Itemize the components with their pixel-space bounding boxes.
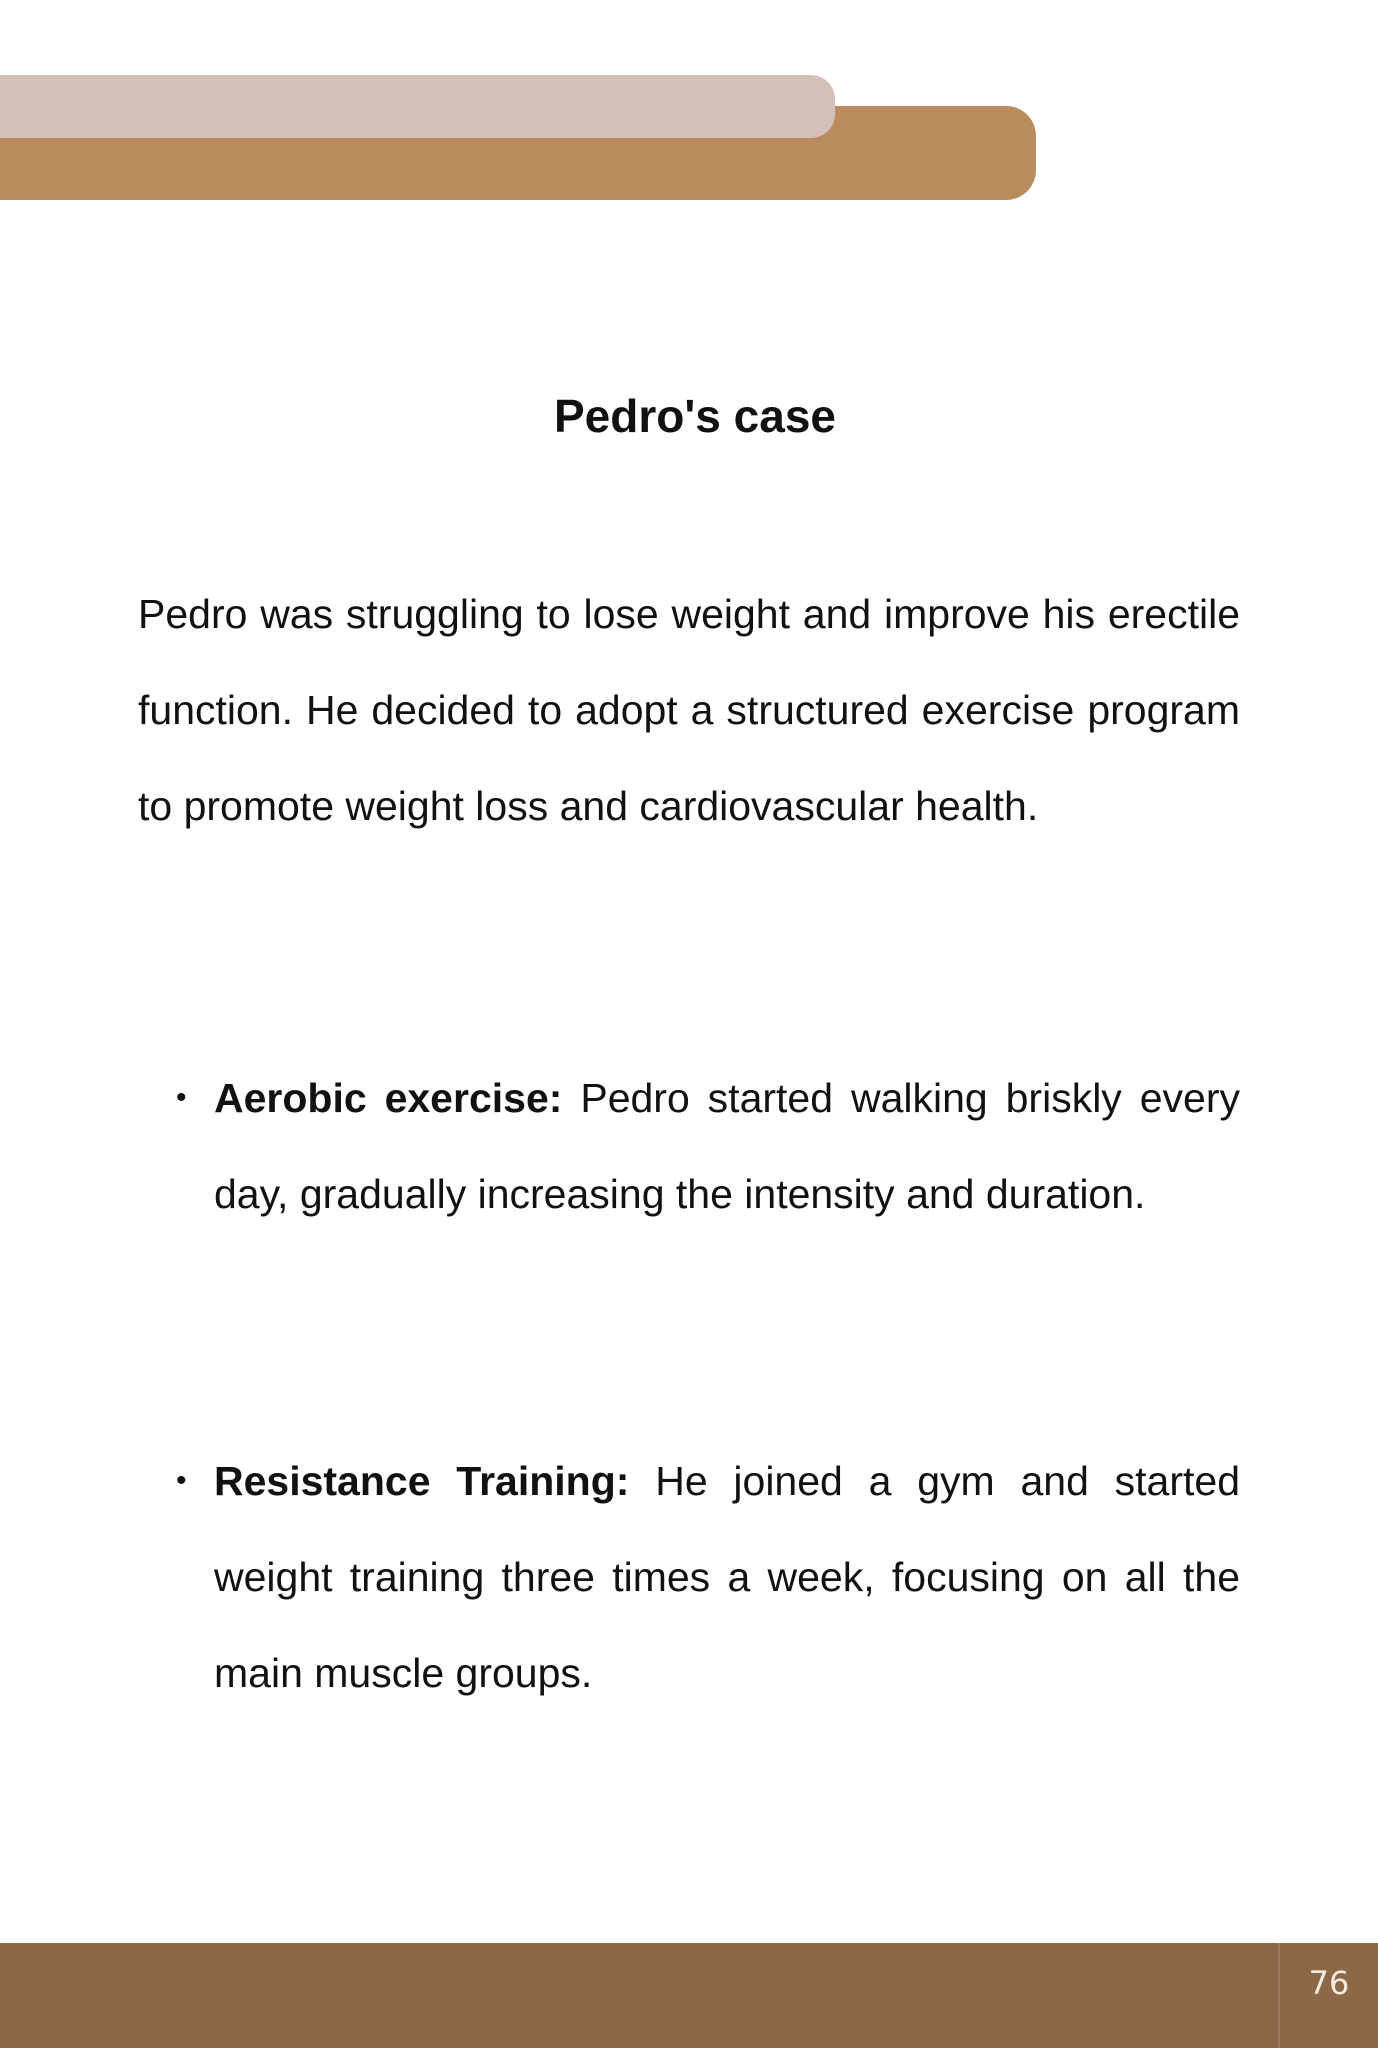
bullet-item-aerobic — [138, 1050, 1240, 1242]
header-decor-bar-light — [0, 75, 835, 138]
bullet-dot-icon: • — [176, 1081, 187, 1114]
footer-bar — [0, 1943, 1378, 2048]
bullet-item-resistance — [138, 1433, 1240, 1721]
page-number: 76 — [1308, 1964, 1350, 2002]
bullet-list-resistance — [138, 1433, 1240, 1721]
intro-paragraph: Pedro was struggling to lose weight and improve his erectile function. He decided to adopt a structured exercise program to promote weight loss and cardiovascular health. — [138, 591, 1240, 829]
bullet-dot-icon: • — [176, 1464, 187, 1497]
bullet-list-aerobic — [138, 1050, 1240, 1242]
bullet-text-aerobic: Pedro started walking briskly every day, gradually increasing the intensity and duration. — [214, 1075, 1240, 1217]
bullet-term-resistance: Resistance Training: — [214, 1458, 630, 1504]
bullet-term-aerobic: Aerobic exercise: — [214, 1075, 563, 1121]
page-title: Pedro's case — [554, 390, 836, 442]
bullet-text-resistance: He joined a gym and started weight training three times a week, focusing on all the main muscle groups. — [214, 1458, 1240, 1696]
